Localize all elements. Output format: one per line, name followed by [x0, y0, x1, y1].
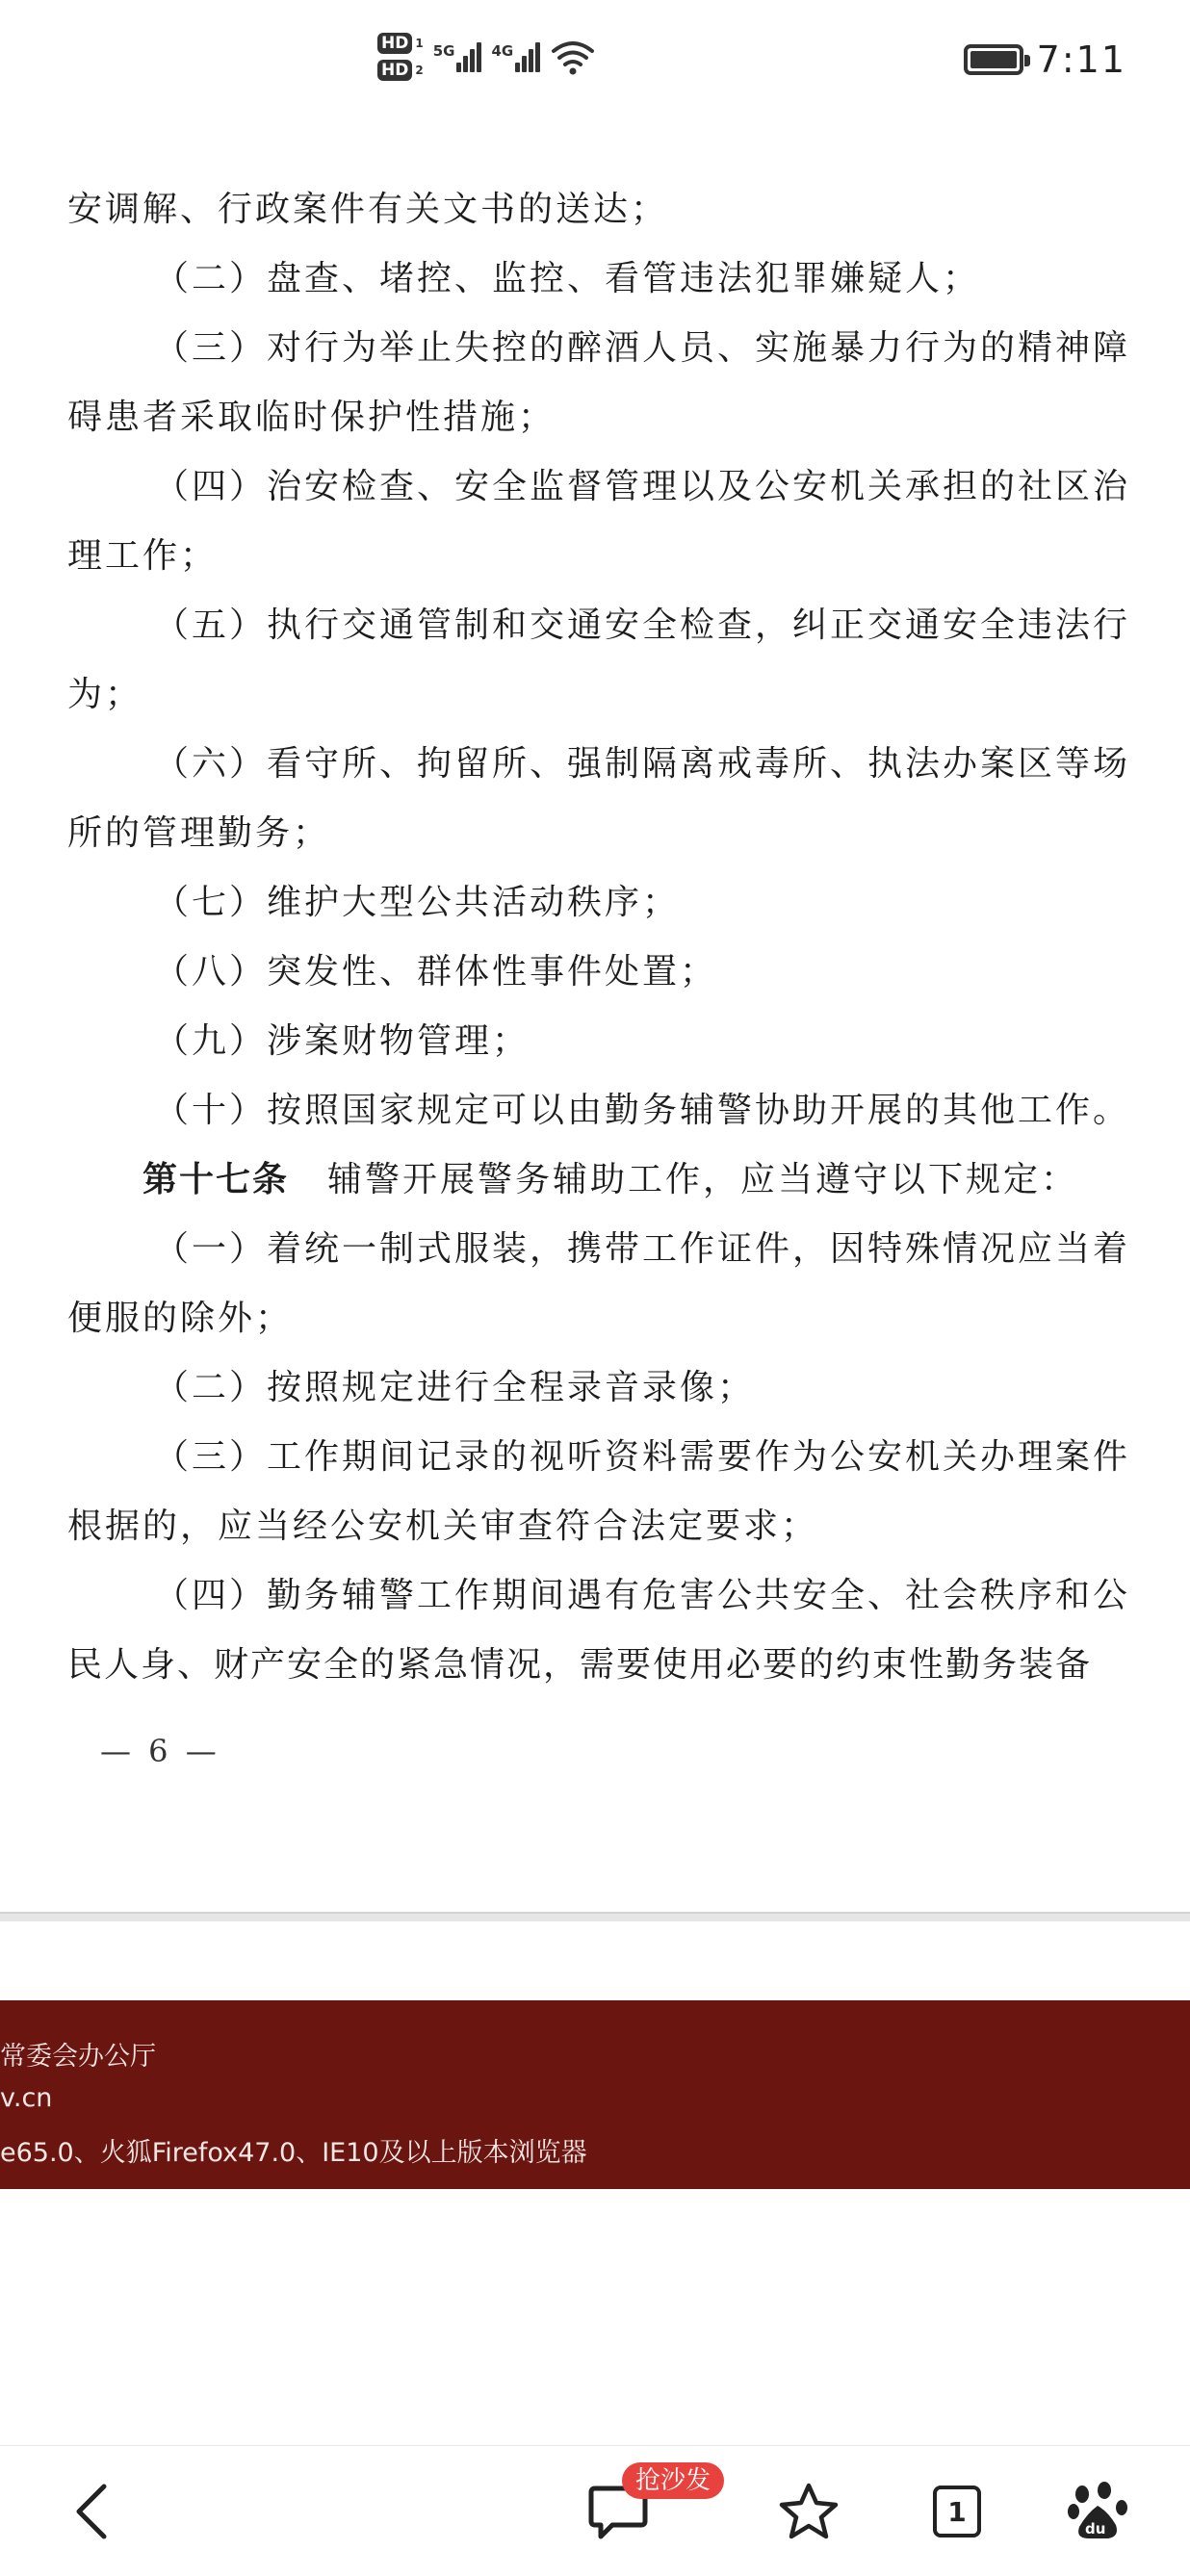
- doc-line: 安调解、行政案件有关文书的送达；: [67, 190, 669, 229]
- article-heading: 第十七条: [142, 1160, 290, 1199]
- net1-label: 5G: [432, 41, 455, 60]
- page-number: — 6 —: [100, 1733, 220, 1769]
- svg-text:du: du: [1085, 2520, 1106, 2537]
- doc-line: （四）治安检查、安全监督管理以及公安机关承担的社区治: [154, 467, 1131, 506]
- site-footer: [0, 2000, 1190, 2189]
- sim1-indicator: [377, 33, 424, 54]
- sim2-indicator: [377, 60, 424, 81]
- doc-line: （三）对行为举止失控的醉酒人员、实施暴力行为的精神障: [154, 328, 1131, 368]
- doc-line: （五）执行交通管制和交通安全检查，纠正交通安全违法行: [154, 605, 1131, 645]
- article-17-line: [142, 1157, 1078, 1203]
- doc-line: （三）工作期间记录的视听资料需要作为公安机关办理案件: [154, 1437, 1131, 1477]
- doc-line: 理工作；: [67, 536, 219, 576]
- doc-line: （二）盘查、堵控、监控、看管违法犯罪嫌疑人；: [154, 259, 981, 298]
- baidu-paw-icon: [1066, 2481, 1129, 2542]
- baidu-button[interactable]: [1049, 2446, 1146, 2576]
- wifi-icon: [550, 36, 596, 78]
- footer-domain[interactable]: v.cn: [0, 2083, 53, 2113]
- doc-line: 民人身、财产安全的紧急情况，需要使用必要的约束性勤务装备: [67, 1645, 1093, 1685]
- doc-line: （一）着统一制式服装，携带工作证件，因特殊情况应当着: [154, 1229, 1131, 1269]
- favorite-button[interactable]: [761, 2446, 857, 2576]
- battery-icon: [964, 44, 1023, 75]
- back-button[interactable]: [44, 2446, 141, 2576]
- tabs-count: 1: [933, 2486, 981, 2537]
- hd2-badge: HD: [377, 60, 412, 81]
- doc-line: 便服的除外；: [67, 1299, 294, 1338]
- doc-line: （二）按照规定进行全程录音录像；: [154, 1368, 756, 1407]
- signal-5g-icon: [433, 42, 482, 72]
- footer-browser-note: e65.0、火狐Firefox47.0、IE10及以上版本浏览器: [0, 2138, 587, 2168]
- net2-label: 4G: [491, 41, 514, 60]
- chevron-left-icon: [73, 2483, 112, 2540]
- status-left: [377, 33, 596, 81]
- status-right: [964, 39, 1126, 81]
- doc-line: （十）按照国家规定可以由勤务辅警协助开展的其他工作。: [154, 1091, 1131, 1130]
- hd1-number: 1: [415, 37, 424, 50]
- doc-line: （八）突发性、群体性事件处置；: [154, 952, 718, 992]
- doc-line: （六）看守所、拘留所、强制隔离戒毒所、执法办案区等场: [154, 744, 1131, 784]
- doc-line: 为；: [67, 675, 143, 714]
- doc-line: 根据的，应当经公安机关审查符合法定要求；: [67, 1507, 819, 1546]
- article-17-text: 辅警开展警务辅助工作，应当遵守以下规定：: [327, 1160, 1079, 1199]
- star-icon: [778, 2482, 840, 2541]
- doc-line: （四）勤务辅警工作期间遇有危害公共安全、社会秩序和公: [154, 1576, 1131, 1615]
- sim-indicators: [377, 33, 424, 81]
- doc-line: （七）维护大型公共活动秩序；: [154, 883, 681, 922]
- tabs-button[interactable]: [909, 2446, 1005, 2576]
- status-bar: [0, 0, 1190, 125]
- hd2-number: 2: [415, 64, 424, 77]
- footer-org: 常委会办公厅: [0, 2042, 156, 2072]
- doc-line: 碍患者采取临时保护性措施；: [67, 398, 556, 437]
- doc-line: （九）涉案财物管理；: [154, 1021, 530, 1061]
- bottom-toolbar: [0, 2445, 1190, 2576]
- divider: [0, 1912, 1190, 1921]
- signal-4g-icon: [491, 42, 540, 72]
- comment-badge[interactable]: 抢沙发: [622, 2462, 724, 2499]
- hd1-badge: HD: [377, 33, 412, 54]
- clock: 7:11: [1036, 39, 1126, 81]
- doc-line: 所的管理勤务；: [67, 813, 331, 853]
